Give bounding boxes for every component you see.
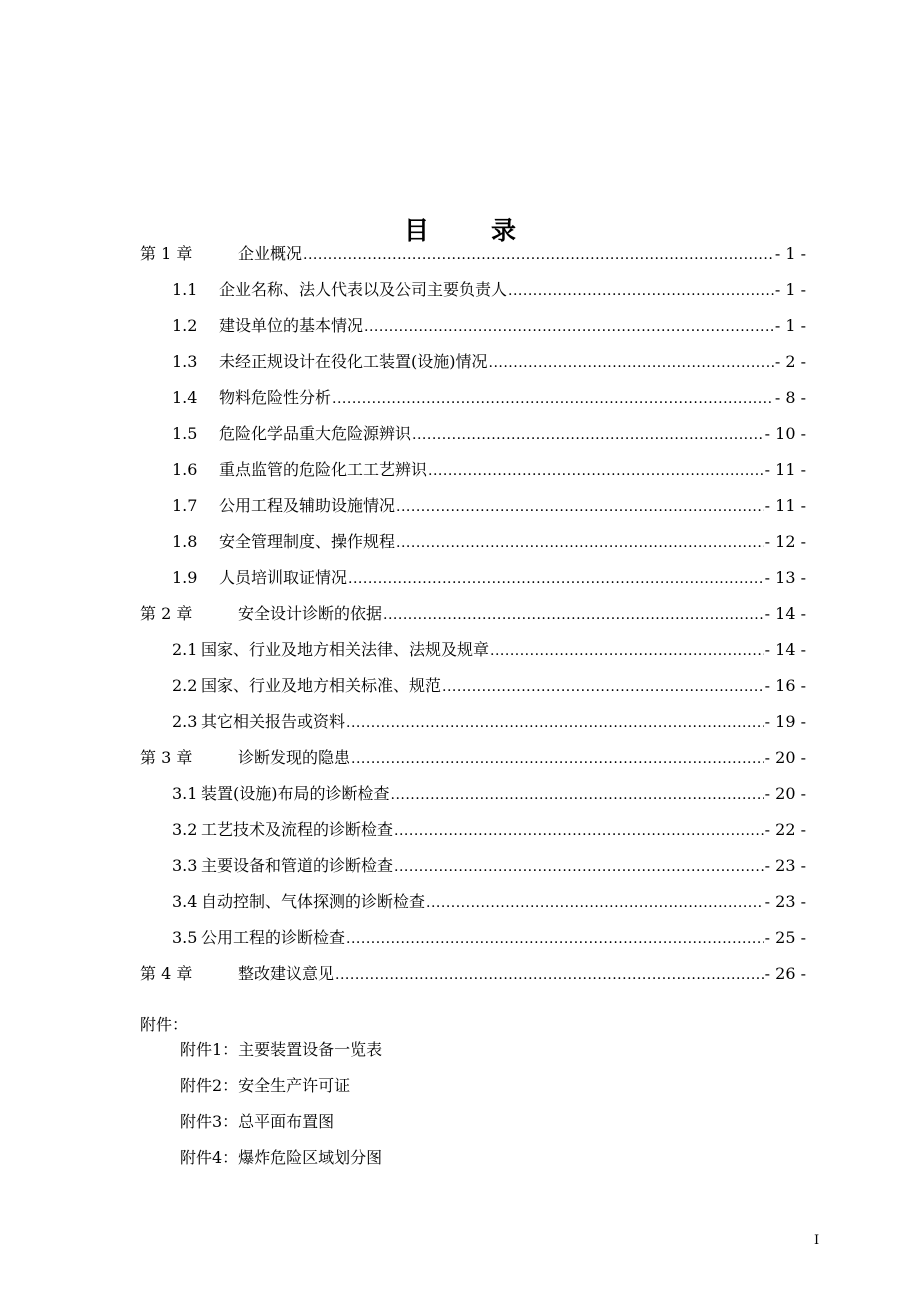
toc-entry-number: 3.3	[172, 856, 198, 875]
toc-entry-number: 1.1	[172, 280, 198, 299]
toc-entry[interactable]	[172, 850, 806, 876]
toc-entry-title: 安全设计诊断的依据	[238, 604, 383, 623]
toc-entry-title: 重点监管的危险化工工艺辨识	[219, 460, 428, 479]
toc-leader-dots	[412, 426, 764, 444]
toc-entry-title: 诊断发现的隐患	[238, 748, 351, 767]
toc-entry-page: - 19 -	[764, 712, 806, 731]
toc-entry-number: 1.8	[172, 532, 198, 551]
attachment-item: 附件3：总平面布置图	[180, 1112, 335, 1131]
toc-entry-title: 危险化学品重大危险源辨识	[219, 424, 412, 443]
toc-entry-title: 人员培训取证情况	[219, 568, 348, 587]
toc-entry-page: - 22 -	[764, 820, 806, 839]
toc-entry-title: 整改建议意见	[238, 964, 335, 983]
toc-entry-page: - 25 -	[764, 928, 806, 947]
toc-entry[interactable]	[172, 418, 806, 444]
toc-entry-title: 公用工程的诊断检查	[201, 928, 346, 947]
toc-entry-number: 3.2	[172, 820, 198, 839]
page-number: I	[814, 1233, 820, 1248]
toc-leader-dots	[346, 930, 764, 948]
toc-entry-number: 1.2	[172, 316, 198, 335]
toc-entry[interactable]	[140, 238, 806, 264]
toc-entry-title: 企业名称、法人代表以及公司主要负责人	[219, 280, 508, 299]
toc-entry[interactable]	[172, 346, 806, 372]
toc-leader-dots	[396, 534, 764, 552]
toc-leader-dots	[335, 966, 764, 984]
toc-entry-number: 1.6	[172, 460, 198, 479]
toc-entry[interactable]	[172, 634, 806, 660]
toc-entry[interactable]	[172, 670, 806, 696]
toc-leader-dots	[490, 642, 764, 660]
toc-entry-page: - 14 -	[764, 640, 806, 659]
toc-leader-dots	[332, 390, 774, 408]
toc-entry-number: 1.4	[172, 388, 198, 407]
attachments-heading: 附件：	[140, 1015, 189, 1034]
toc-entry[interactable]	[172, 454, 806, 480]
toc-entry-page: - 26 -	[764, 964, 806, 983]
toc-entry-page: - 11 -	[764, 460, 806, 479]
toc-entry-page: - 20 -	[764, 748, 806, 767]
toc-entry[interactable]	[172, 886, 806, 912]
toc-leader-dots	[351, 750, 764, 768]
toc-entry-title: 公用工程及辅助设施情况	[219, 496, 396, 515]
toc-leader-dots	[428, 462, 764, 480]
toc-entry-number: 2.2	[172, 676, 198, 695]
toc-entry-title: 安全管理制度、操作规程	[219, 532, 396, 551]
toc-entry-title: 国家、行业及地方相关标准、规范	[201, 676, 442, 695]
toc-leader-dots	[383, 606, 764, 624]
toc-entry-number: 3.1	[172, 784, 198, 803]
toc-entry[interactable]	[172, 274, 806, 300]
toc-entry-number: 第 1 章	[140, 244, 193, 263]
toc-entry-title: 装置(设施)布局的诊断检查	[201, 784, 390, 803]
toc-entry-page: - 10 -	[764, 424, 806, 443]
toc-title-left: 目	[403, 216, 429, 245]
toc-leader-dots	[394, 822, 764, 840]
toc-entry[interactable]	[172, 490, 806, 516]
toc-entry-page: - 1 -	[774, 316, 806, 335]
toc-entry-number: 1.9	[172, 568, 198, 587]
toc-leader-dots	[394, 858, 764, 876]
toc-leader-dots	[489, 354, 774, 372]
toc-entry-page: - 12 -	[764, 532, 806, 551]
toc-entry[interactable]	[172, 310, 806, 336]
toc-entry[interactable]	[140, 958, 806, 984]
toc-entry[interactable]	[172, 778, 806, 804]
toc-entry-title: 建设单位的基本情况	[219, 316, 364, 335]
toc-entry-number: 2.3	[172, 712, 198, 731]
toc-title-right: 录	[491, 216, 517, 245]
toc-entry-title: 企业概况	[238, 244, 303, 263]
toc-entry-number: 第 4 章	[140, 964, 193, 983]
toc-entry-number: 1.7	[172, 496, 198, 515]
toc-entry-number: 1.3	[172, 352, 198, 371]
toc-entry[interactable]	[140, 598, 806, 624]
toc-entry-page: - 20 -	[764, 784, 806, 803]
toc-entry-page: - 14 -	[764, 604, 806, 623]
toc-entry[interactable]	[172, 706, 806, 732]
toc-entry[interactable]	[172, 382, 806, 408]
toc-entry-page: - 23 -	[764, 892, 806, 911]
toc-leader-dots	[396, 498, 764, 516]
toc-entry[interactable]	[172, 814, 806, 840]
toc-leader-dots	[508, 282, 774, 300]
toc-leader-dots	[303, 246, 774, 264]
toc-entry-page: - 16 -	[764, 676, 806, 695]
toc-entry-number: 1.5	[172, 424, 198, 443]
toc-entry-title: 工艺技术及流程的诊断检查	[201, 820, 394, 839]
toc-entry-number: 3.4	[172, 892, 198, 911]
toc-entry-page: - 11 -	[764, 496, 806, 515]
toc-entry-number: 第 3 章	[140, 748, 193, 767]
toc-entry[interactable]	[140, 742, 806, 768]
toc-entry-page: - 8 -	[774, 388, 806, 407]
toc-entry-title: 自动控制、气体探测的诊断检查	[201, 892, 426, 911]
toc-leader-dots	[426, 894, 764, 912]
toc-leader-dots	[391, 786, 764, 804]
toc-entry-page: - 13 -	[764, 568, 806, 587]
toc-entry-number: 3.5	[172, 928, 198, 947]
attachment-item: 附件1：主要装置设备一览表	[180, 1040, 383, 1059]
toc-leader-dots	[442, 678, 764, 696]
toc-entry[interactable]	[172, 562, 806, 588]
toc-entry-title: 国家、行业及地方相关法律、法规及规章	[201, 640, 490, 659]
toc-entry-title: 主要设备和管道的诊断检查	[201, 856, 394, 875]
toc-leader-dots	[364, 318, 774, 336]
toc-entry-page: - 1 -	[774, 280, 806, 299]
toc-entry-page: - 2 -	[774, 352, 806, 371]
attachment-item: 附件2：安全生产许可证	[180, 1076, 351, 1095]
toc-entry-number: 第 2 章	[140, 604, 193, 623]
toc-entry-number: 2.1	[172, 640, 198, 659]
toc-entry-title: 物料危险性分析	[219, 388, 332, 407]
toc-entry-title: 其它相关报告或资料	[201, 712, 346, 731]
toc-leader-dots	[346, 714, 764, 732]
toc-entry[interactable]	[172, 922, 806, 948]
toc-entry-title: 未经正规设计在役化工装置(设施)情况	[219, 352, 488, 371]
toc-entry[interactable]	[172, 526, 806, 552]
toc-entry-page: - 23 -	[764, 856, 806, 875]
toc-entry-page: - 1 -	[774, 244, 806, 263]
attachment-item: 附件4：爆炸危险区域划分图	[180, 1148, 383, 1167]
toc-leader-dots	[348, 570, 764, 588]
